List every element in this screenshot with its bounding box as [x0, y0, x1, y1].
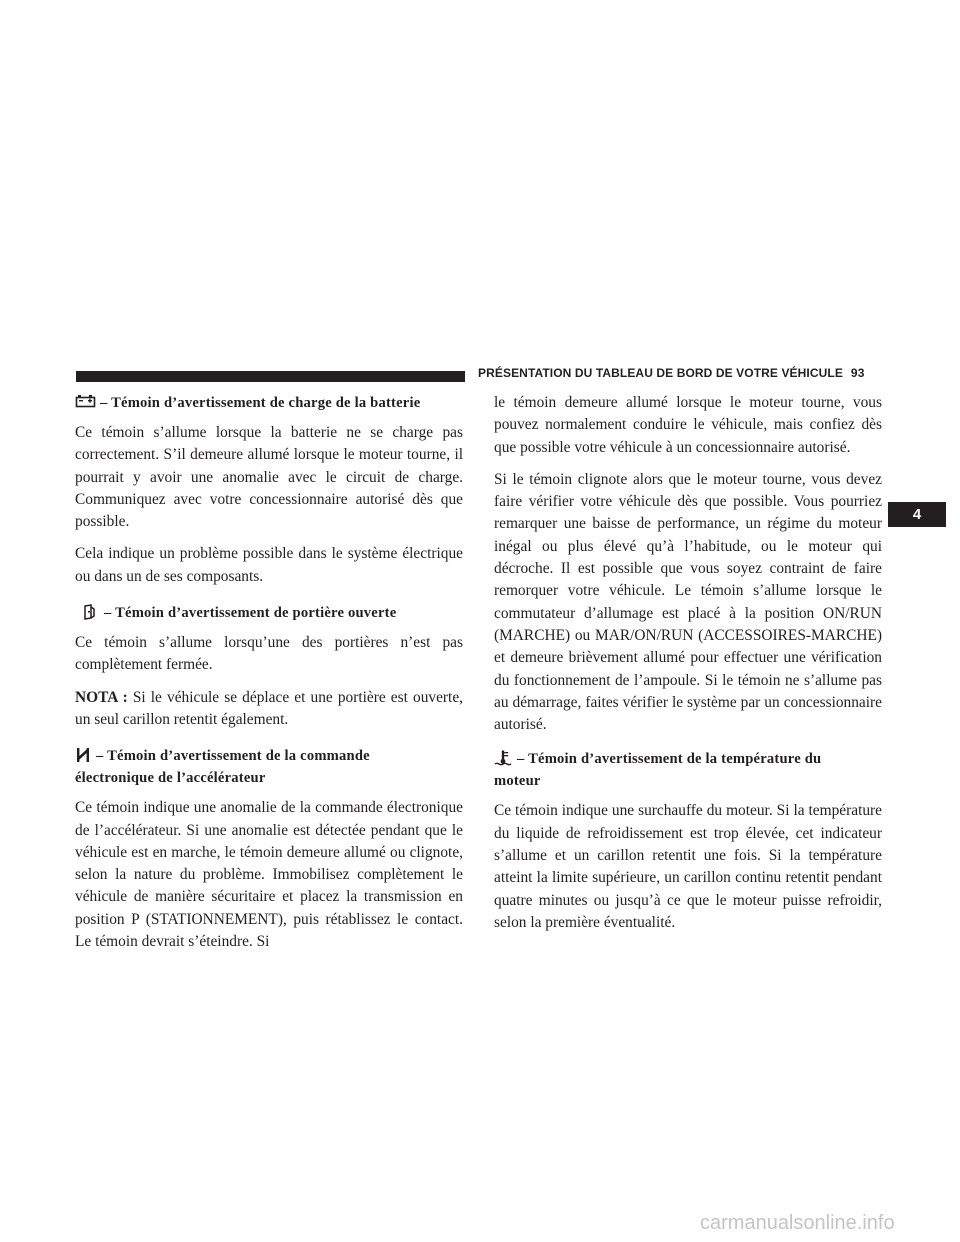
- throttle-paragraph-3: Si le témoin clignote alors que le moteur tourne, vous devez faire vérifier votre véhicule dès que possible. Vous pourriez remarquer une baisse de performance, un régime du moteur inégal ou plus élevé qu’à l’habitude, ou le moteur qui décroche. Il est possible que vous soyez contraint de faire remorquer votre véhicule. Le témoin s’allume lorsque le commutateur d’allumage est placé à la position ON/RUN (MARCHE) ou MAR/ON/RUN (ACCESSOIRES-MARCHE) et demeure brièvement allumé pour effectuer une vérification du fonctionnement de l’ampoule. Si le témoin ne s’allume pas au démarrage, faites vérifier le système par un concessionnaire autorisé.: [494, 470, 882, 734]
- throttle-heading-line-1: – Témoin d’avertissement de la commande: [96, 748, 370, 765]
- door-heading: [75, 602, 463, 624]
- throttle-paragraph-2: le témoin demeure allumé lorsque le moteur tourne, vous pouvez normalement conduire le véhicule, mais confiez dès que possible votre véhicule à un concessionnaire autorisé.: [494, 394, 882, 456]
- battery-heading: [75, 392, 463, 414]
- running-header: [478, 366, 864, 380]
- engine-temperature-icon: [494, 750, 514, 764]
- throttle-heading-line-2: électronique de l’accélérateur: [75, 770, 266, 787]
- header-title: PRÉSENTATION DU TABLEAU DE BORD DE VOTRE VÉHICULE: [478, 366, 843, 380]
- battery-paragraph-2: Cela indique un problème possible dans le système électrique ou dans un de ses composants.: [75, 545, 463, 585]
- throttle-control-icon: [75, 747, 93, 761]
- chapter-tab: 4: [888, 502, 946, 527]
- page-number: 93: [850, 366, 865, 380]
- right-column: [494, 392, 882, 944]
- battery-heading-text: – Témoin d’avertissement de charge de la batterie: [100, 395, 421, 411]
- throttle-paragraph-1: Ce témoin indique une anomalie de la commande électronique de l’accélérateur. Si une anomalie est détectée pendant que le véhicule est en marche, le témoin demeure allumé ou clignote, selon la nature du problème. Immobilisez complètement le véhicule de manière sécuritaire et placez la transmission en position P (STATIONNEMENT), puis rétablissez le contact. Le témoin devrait s’éteindre. Si: [75, 799, 463, 951]
- door-paragraph-1: Ce témoin s’allume lorsqu’une des portières n’est pas complètement fermée.: [75, 634, 463, 674]
- left-column: [75, 392, 463, 963]
- watermark: carmanualsonline.info: [700, 1212, 895, 1234]
- door-open-icon: [81, 604, 101, 618]
- header-rule: [76, 371, 465, 382]
- battery-icon: [75, 394, 97, 408]
- note-label: NOTA :: [75, 688, 128, 706]
- battery-paragraph-1: Ce témoin s’allume lorsque la batterie ne se charge pas correctement. S’il demeure allumé lorsque le moteur tourne, il pourrait y avoir une anomalie avec le circuit de charge. Communiquez avec votre concessionnaire autorisé dès que possible.: [75, 424, 463, 531]
- temperature-paragraph-1: Ce témoin indique une surchauffe du moteur. Si la température du liquide de refroidissement est trop élevée, cet indicateur s’allume et un carillon retentit une fois. Si la température atteint la limite supérieure, un carillon continu retentit pendant quatre minutes ou jusqu’à ce que le moteur puisse refroidir, selon la première éventualité.: [494, 802, 882, 931]
- door-note: [75, 687, 463, 732]
- temperature-heading-line-1: – Témoin d’avertissement de la température du: [517, 751, 822, 768]
- throttle-heading: [75, 745, 463, 789]
- note-text: Si le véhicule se déplace et une portière est ouverte, un seul carillon retentit également.: [75, 688, 464, 728]
- temperature-heading: [494, 748, 882, 792]
- temperature-heading-line-2: moteur: [494, 773, 541, 790]
- door-heading-text: – Témoin d’avertissement de portière ouverte: [104, 605, 397, 622]
